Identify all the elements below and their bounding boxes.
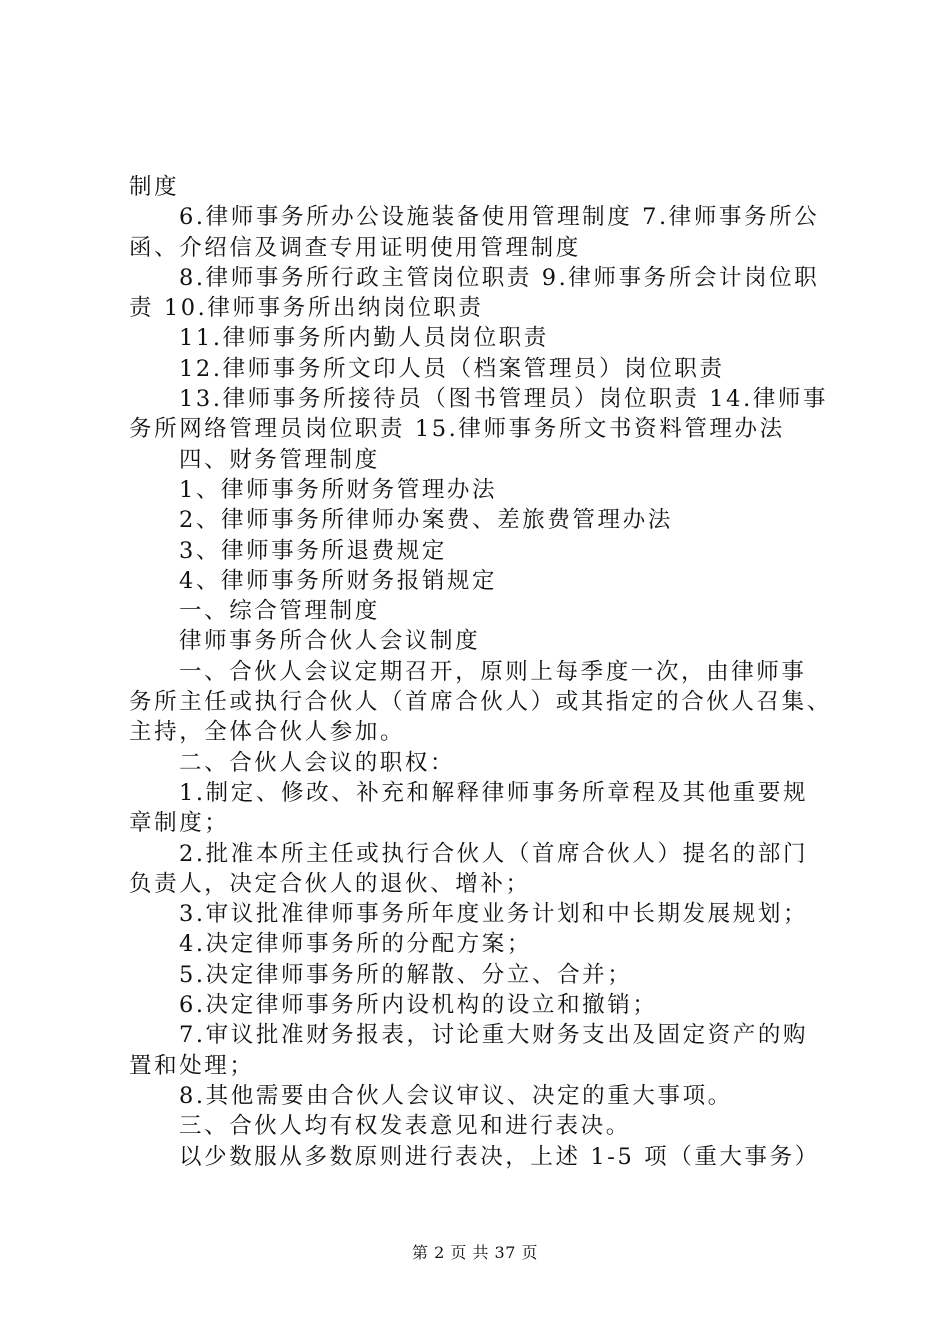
paragraph-line: 制度	[129, 174, 180, 200]
paragraph-line: 7.审议批准财务报表，讨论重大财务支出及固定资产的购	[179, 1022, 809, 1049]
paragraph-line: 6.决定律师事务所内设机构的设立和撤销；	[179, 992, 658, 1019]
paragraph-line: 二、合伙人会议的职权：	[179, 749, 456, 776]
paragraph-line: 负责人，决定合伙人的退伙、增补；	[129, 870, 531, 897]
paragraph-line: 13.律师事务所接待员（图书管理员）岗位职责 14.律师事	[179, 386, 829, 413]
paragraph-line: 1.制定、修改、补充和解释律师事务所章程及其他重要规	[179, 779, 809, 806]
section-heading: 一、综合管理制度	[179, 598, 380, 625]
paragraph-line: 5.决定律师事务所的解散、分立、合并；	[179, 961, 633, 988]
paragraph-line: 8.律师事务所行政主管岗位职责 9.律师事务所会计岗位职	[179, 264, 820, 291]
paragraph-line: 以少数服从多数原则进行表决，上述 1-5 项（重大事务）	[179, 1143, 820, 1170]
paragraph-line: 3、律师事务所退费规定	[179, 537, 447, 564]
paragraph-line: 一、合伙人会议定期召开，原则上每季度一次，由律师事	[179, 658, 807, 685]
paragraph-line: 三、合伙人均有权发表意见和进行表决。	[179, 1113, 631, 1140]
document-body	[129, 172, 832, 1172]
paragraph-line: 2.批准本所主任或执行合伙人（首席合伙人）提名的部门	[179, 840, 809, 867]
paragraph-line: 置和处理；	[129, 1052, 255, 1079]
paragraph-line: 主持，全体合伙人参加。	[129, 719, 406, 746]
subsection-heading: 律师事务所合伙人会议制度	[179, 628, 481, 655]
paragraph-line: 11.律师事务所内勤人员岗位职责	[179, 325, 549, 352]
paragraph-line: 务所网络管理员岗位职责 15.律师事务所文书资料管理办法	[129, 416, 785, 443]
paragraph-line: 责 10.律师事务所出纳岗位职责	[129, 295, 484, 322]
paragraph-line: 1、律师事务所财务管理办法	[179, 476, 498, 503]
paragraph-line: 函、介绍信及调查专用证明使用管理制度	[129, 234, 581, 261]
page-number-footer: 第 2 页 共 37 页	[412, 1243, 538, 1262]
paragraph-line: 12.律师事务所文印人员（档案管理员）岗位职责	[179, 355, 725, 382]
paragraph-line: 章制度；	[129, 810, 230, 837]
section-heading: 四、财务管理制度	[179, 446, 380, 473]
paragraph-line: 6.律师事务所办公设施装备使用管理制度 7.律师事务所公	[179, 204, 820, 231]
paragraph-line: 务所主任或执行合伙人（首席合伙人）或其指定的合伙人召集、	[129, 689, 832, 716]
paragraph-line: 4、律师事务所财务报销规定	[179, 567, 498, 594]
paragraph-line: 8.其他需要由合伙人会议审议、决定的重大事项。	[179, 1082, 733, 1109]
paragraph-line: 4.决定律师事务所的分配方案；	[179, 931, 532, 958]
paragraph-line: 2、律师事务所律师办案费、差旅费管理办法	[179, 507, 673, 534]
paragraph-line: 3.审议批准律师事务所年度业务计划和中长期发展规划；	[179, 901, 809, 928]
